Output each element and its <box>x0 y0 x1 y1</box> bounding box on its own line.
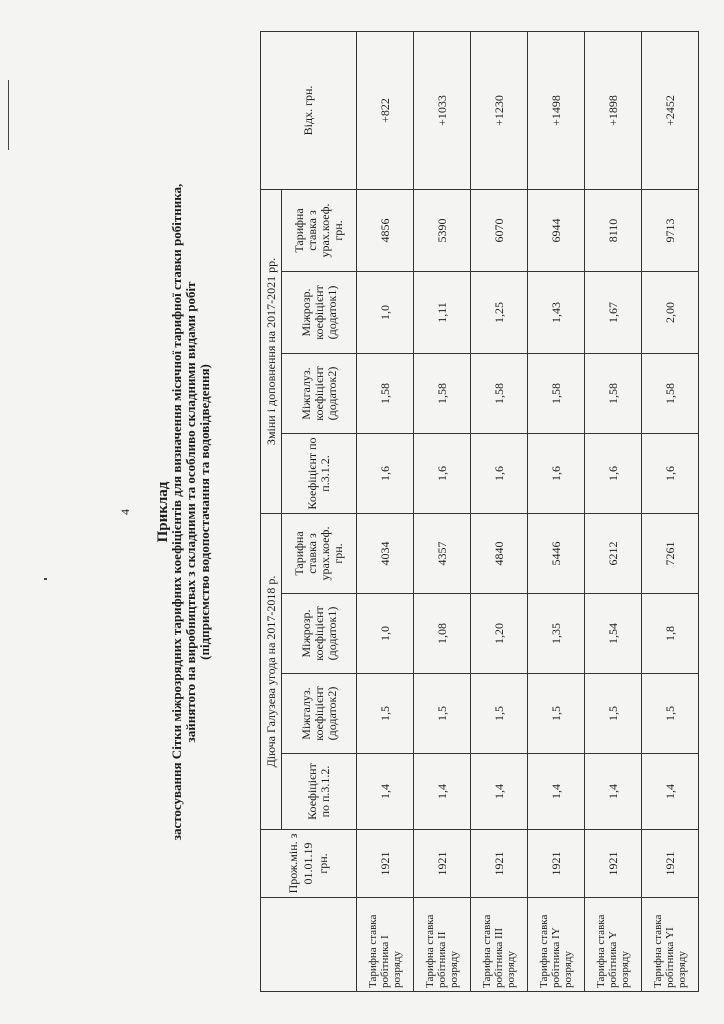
header-group-amendments: Зміни і доповнення на 2017-2021 рр. <box>261 189 282 513</box>
old-inter-sector-cell: 1,5 <box>357 674 414 754</box>
new-coef-cell: 1,6 <box>471 434 528 514</box>
old-coef-cell: 1,4 <box>357 754 414 830</box>
scan-line-mark <box>8 80 9 150</box>
min-wage-cell: 1921 <box>528 830 585 898</box>
row-label-cell: Тарифна ставка робітника ІІІ розряду <box>471 898 528 992</box>
table-row <box>642 31 699 991</box>
new-inter-grade-cell: 1,67 <box>585 272 642 354</box>
header-new-coef-312: Коефіцієнт по п.3.1.2. <box>282 434 357 514</box>
header-difference: Відх. грн. <box>261 31 357 189</box>
old-rate-cell: 4840 <box>471 514 528 594</box>
min-wage-cell: 1921 <box>357 830 414 898</box>
old-rate-cell: 4034 <box>357 514 414 594</box>
old-coef-cell: 1,4 <box>528 754 585 830</box>
document-heading <box>118 32 218 992</box>
table-row <box>357 31 414 991</box>
new-inter-sector-cell: 1,58 <box>585 354 642 434</box>
min-wage-cell: 1921 <box>585 830 642 898</box>
difference-cell: +1898 <box>585 31 642 189</box>
new-inter-sector-cell: 1,58 <box>357 354 414 434</box>
header-group-current-agreement: Діюча Галузева угода на 2017-2018 р. <box>261 514 282 830</box>
new-inter-grade-cell: 1,11 <box>414 272 471 354</box>
header-old-inter-sector: Міжгалуз. коефіцієнт (додаток2) <box>282 674 357 754</box>
new-inter-grade-cell: 1,0 <box>357 272 414 354</box>
table-row <box>414 31 471 991</box>
old-inter-grade-cell: 1,8 <box>642 594 699 674</box>
row-label-cell: Тарифна ставка робітника І розряду <box>357 898 414 992</box>
old-inter-sector-cell: 1,5 <box>414 674 471 754</box>
old-inter-grade-cell: 1,54 <box>585 594 642 674</box>
header-old-coef-312: Коефіцієнт по п.3.1.2. <box>282 754 357 830</box>
tariff-coefficient-table <box>260 31 699 992</box>
heading-line-2: зайнятого на виробництвах з складними та особливо складними видами робіт <box>183 281 198 743</box>
new-coef-cell: 1,6 <box>528 434 585 514</box>
old-rate-cell: 7261 <box>642 514 699 594</box>
row-label-cell: Тарифна ставка робітника Y розряду <box>585 898 642 992</box>
new-inter-sector-cell: 1,58 <box>642 354 699 434</box>
header-new-rate: Тарифна ставка з урах.коеф. грн. <box>282 189 357 271</box>
new-inter-sector-cell: 1,58 <box>528 354 585 434</box>
new-rate-cell: 4856 <box>357 189 414 271</box>
new-inter-sector-cell: 1,58 <box>414 354 471 434</box>
old-coef-cell: 1,4 <box>642 754 699 830</box>
min-wage-cell: 1921 <box>414 830 471 898</box>
new-inter-grade-cell: 1,25 <box>471 272 528 354</box>
difference-cell: +1230 <box>471 31 528 189</box>
table-row <box>471 31 528 991</box>
row-label-cell: Тарифна ставка робітника ІY розряду <box>528 898 585 992</box>
heading-line-3: (підприємство водопостачання та водовідведення) <box>197 364 212 660</box>
row-label-cell: Тарифна ставка робітника YІ розряду <box>642 898 699 992</box>
difference-cell: +1498 <box>528 31 585 189</box>
header-new-inter-sector: Міжгалуз. коефіцієнт (додаток2) <box>282 354 357 434</box>
heading-line-1: застосування Сітки міжрозрядних тарифних коефіцієнтів для визначення місячної тарифної ставки робітника, <box>169 183 184 841</box>
header-min-wage: Прож.мін. з 01.01.19 грн. <box>261 830 357 898</box>
new-coef-cell: 1,6 <box>642 434 699 514</box>
old-rate-cell: 5446 <box>528 514 585 594</box>
new-inter-grade-cell: 1,43 <box>528 272 585 354</box>
page-number: 4 <box>118 509 132 515</box>
old-inter-sector-cell: 1,5 <box>585 674 642 754</box>
old-inter-grade-cell: 1,0 <box>357 594 414 674</box>
header-old-rate: Тарифна ставка з урах.коеф. грн. <box>282 514 357 594</box>
new-inter-sector-cell: 1,58 <box>471 354 528 434</box>
old-inter-sector-cell: 1,5 <box>471 674 528 754</box>
new-rate-cell: 8110 <box>585 189 642 271</box>
new-rate-cell: 9713 <box>642 189 699 271</box>
new-inter-grade-cell: 2,00 <box>642 272 699 354</box>
old-inter-sector-cell: 1,5 <box>642 674 699 754</box>
header-new-inter-grade: Міжрозр. коефіцієнт (додаток1) <box>282 272 357 354</box>
new-rate-cell: 5390 <box>414 189 471 271</box>
new-coef-cell: 1,6 <box>414 434 471 514</box>
old-rate-cell: 6212 <box>585 514 642 594</box>
rotated-document-body <box>118 32 688 992</box>
min-wage-cell: 1921 <box>642 830 699 898</box>
table-row <box>528 31 585 991</box>
new-coef-cell: 1,6 <box>357 434 414 514</box>
difference-cell: +822 <box>357 31 414 189</box>
header-old-inter-grade: Міжрозр. коефіцієнт (додаток1) <box>282 594 357 674</box>
old-inter-grade-cell: 1,35 <box>528 594 585 674</box>
old-inter-grade-cell: 1,20 <box>471 594 528 674</box>
row-label-cell: Тарифна ставка робітника ІІ розряду <box>414 898 471 992</box>
header-category <box>261 898 357 992</box>
table-row <box>585 31 642 991</box>
old-inter-grade-cell: 1,08 <box>414 594 471 674</box>
min-wage-cell: 1921 <box>471 830 528 898</box>
new-rate-cell: 6944 <box>528 189 585 271</box>
difference-cell: +2452 <box>642 31 699 189</box>
old-rate-cell: 4357 <box>414 514 471 594</box>
new-coef-cell: 1,6 <box>585 434 642 514</box>
old-coef-cell: 1,4 <box>471 754 528 830</box>
scan-dot-mark <box>44 578 47 580</box>
new-rate-cell: 6070 <box>471 189 528 271</box>
old-inter-sector-cell: 1,5 <box>528 674 585 754</box>
old-coef-cell: 1,4 <box>585 754 642 830</box>
difference-cell: +1033 <box>414 31 471 189</box>
old-coef-cell: 1,4 <box>414 754 471 830</box>
document-title: Приклад <box>155 481 171 543</box>
